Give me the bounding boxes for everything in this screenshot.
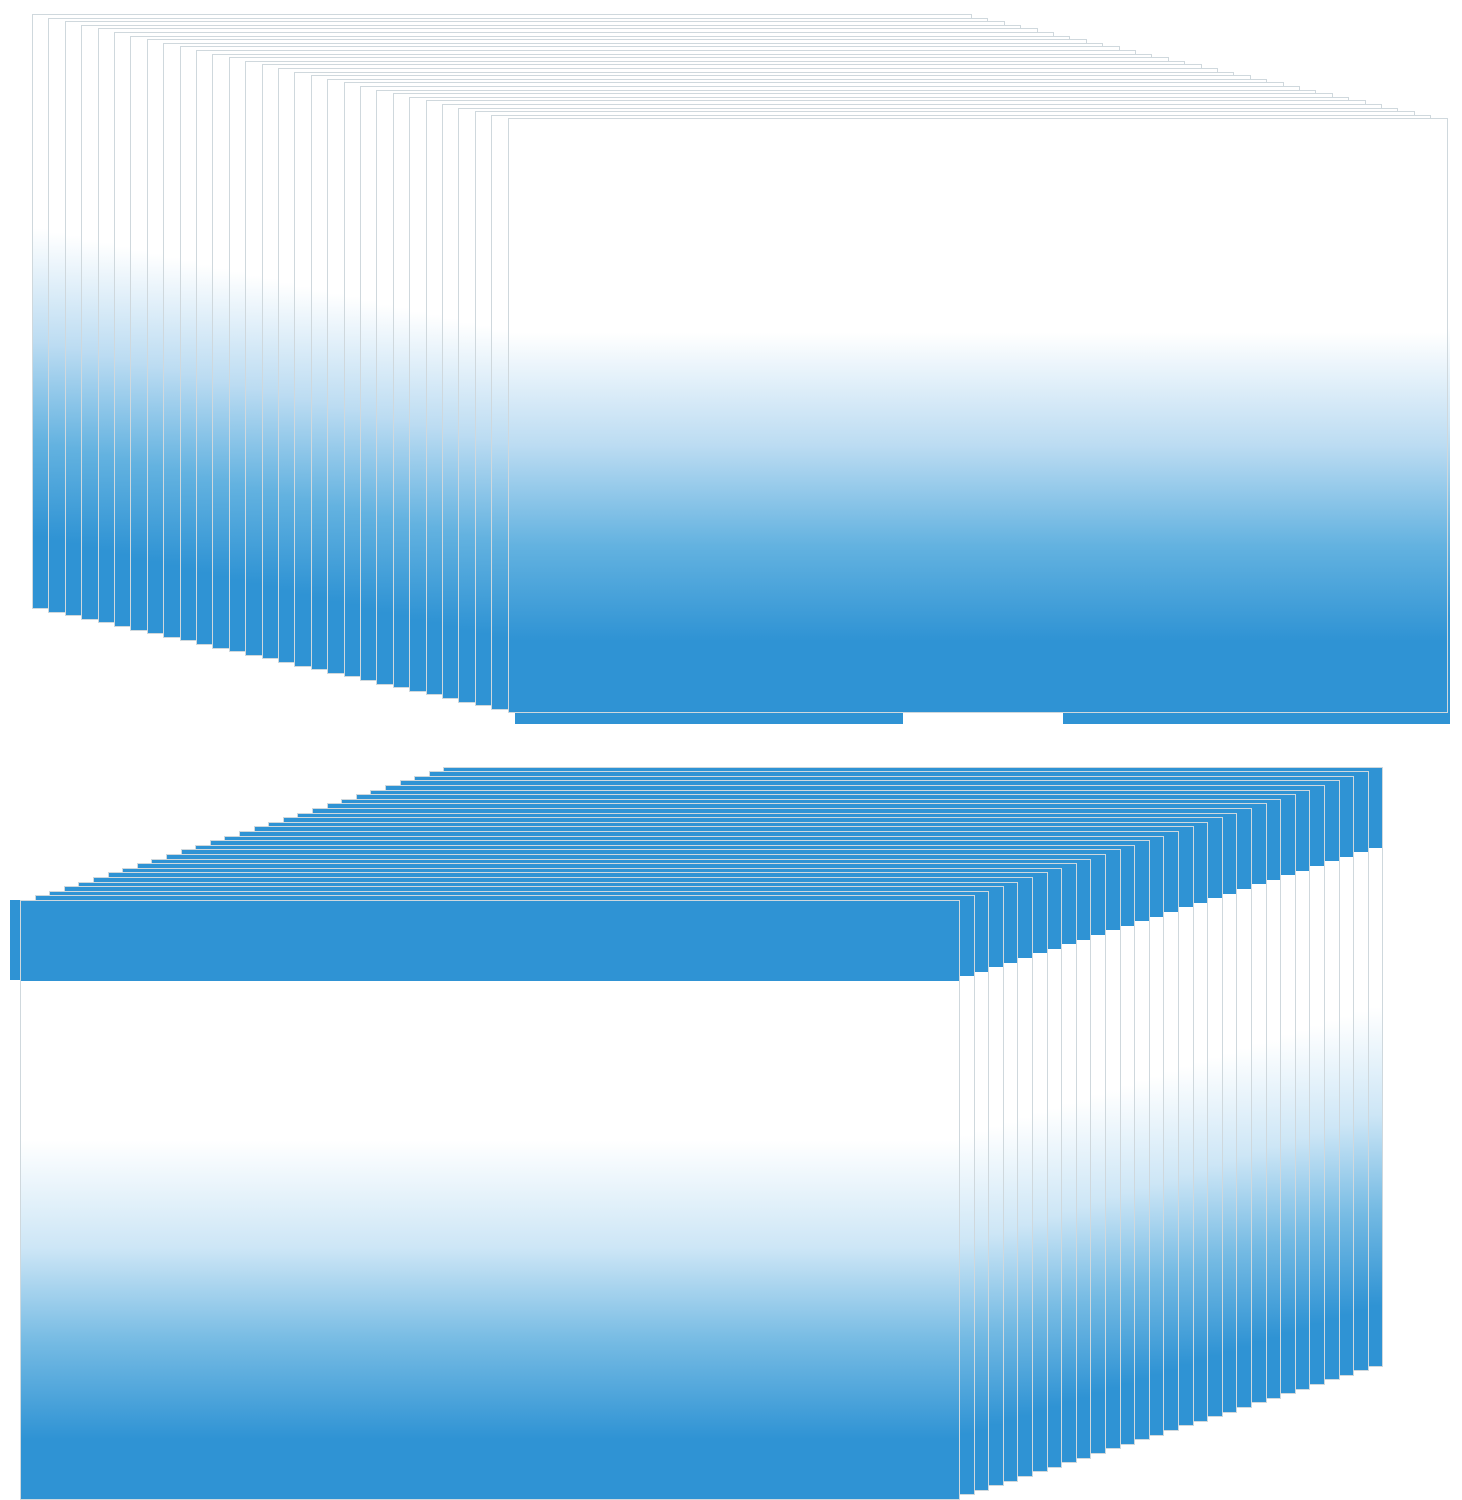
- stacked-card: [508, 118, 1448, 713]
- stacked-card: [20, 900, 960, 1500]
- stacked-card-banner: [21, 901, 959, 981]
- front-card-fan: [32, 14, 1452, 624]
- back-card-stack: [0, 735, 1462, 1500]
- front-card-stack: [0, 0, 1462, 740]
